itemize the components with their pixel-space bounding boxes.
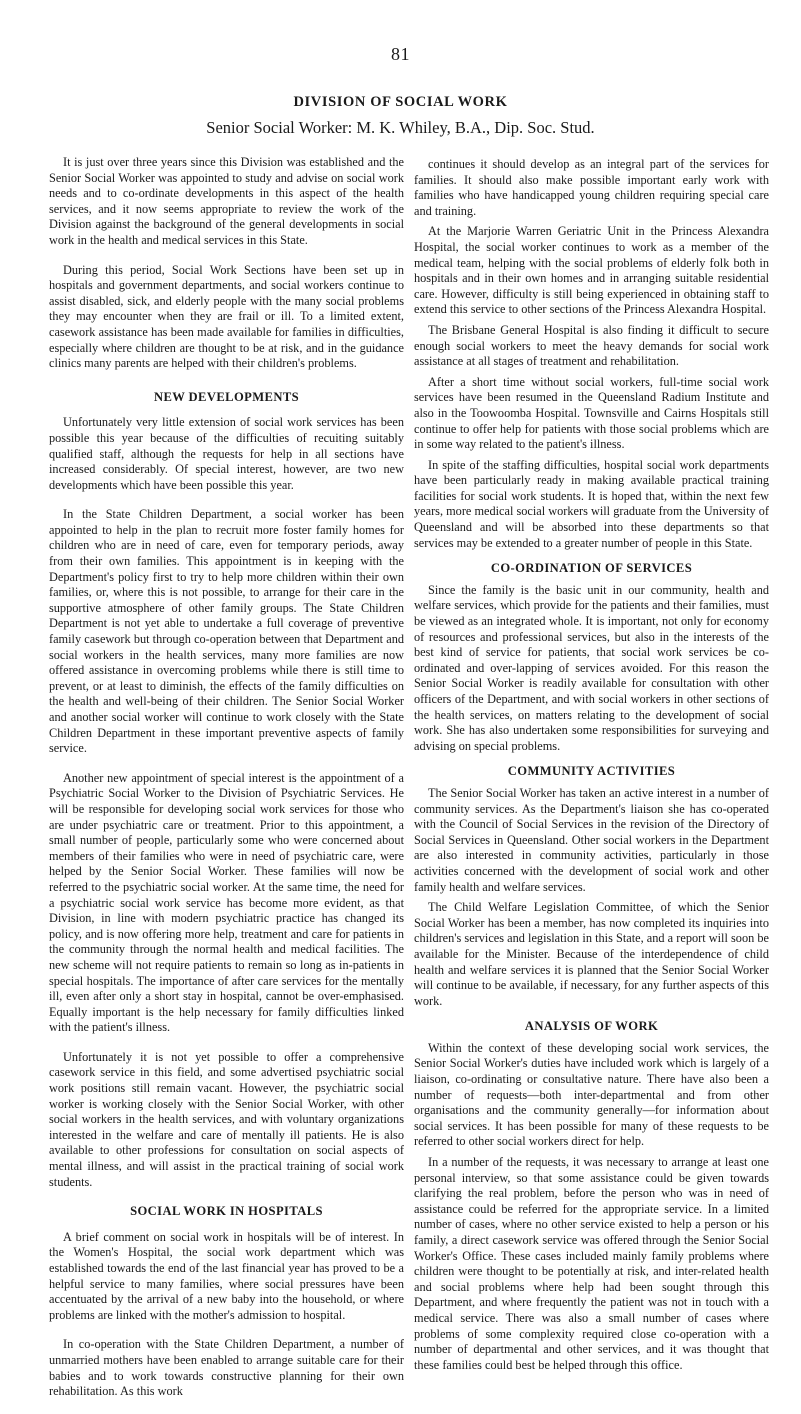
paragraph: The Senior Social Worker has taken an active interest in a number of community services. As the Department's liaison she has co-operated with the Council of Social Services in the revision of the Directory of Social Services in Queensland. Other social workers in the Department are also interested in community activities, particularly in those activities concerned with the development of social work and other family health and welfare services.: [414, 785, 769, 894]
paragraph: Since the family is the basic unit in our community, health and welfare services, which provide for the patients and their families, must be viewed as an integrated whole. It is important, not only for economy of resources and professional services, but also in the interests of the best kind of service for patients, that social work services be co-ordinated and over-lapping of services avoided. For this reason the Senior Social Worker is readily available for consultation with other officers of the Department, and with social workers in other sections of the health services, on matters relating to the development of social work. She has also undertaken some responsibilities for surveying and advising on special problems.: [414, 582, 769, 753]
paragraph: At the Marjorie Warren Geriatric Unit in the Princess Alexandra Hospital, the social worker continues to work as a member of the medical team, helping with the social problems of elderly folk both in hospitals and in their own homes and in arranging suitable residential care. However, difficulty is still being experienced in obtaining staff to extend this service to other sections of the Princess Alexandra Hospital.: [414, 224, 769, 317]
paragraph: Another new appointment of special interest is the appointment of a Psychiatric Social Worker to the Division of Psychiatric Services. He will be responsible for developing social work services for those who are under psychiatric care or treatment. Prior to this appointment, a small number of people, particularly some who were concerned about members of their families who were in need of psychiatric care, were helped by the Senior Social Worker. These families will now be referred to the psychiatric social worker. At the same time, the need for a psychiatric social work service has become more evident, as that Division, in line with modern psychiatric practice has changed its policy, and is now offering more help, treatment and care for patients in the community through the normal health and medical facilities. The new scheme will not require patients to remain so long as in-patients in special hospitals. The importance of after care services for the mentally ill, even after only a short stay in hospital, cannot be over-emphasised. Equally important is the help necessary for family difficulties linked with the patient's illness.: [49, 770, 404, 1035]
paragraph: It is just over three years since this Division was established and the Senior Social Worker was appointed to study and advise on social work needs and to co-ordinate developments in this aspect of the health services, and it now seems appropriate to review the work of the Division against the background of the general developments in social work in the health and medical services in this State.: [49, 155, 404, 247]
paragraph: Unfortunately it is not yet possible to offer a comprehensive casework service in this field, and some advertised psychiatric social work positions still remain vacant. However, the psychiatric social worker is working closely with the Senior Social Worker, with other social workers in the health services, and with voluntary organizations interested in the welfare and care of mentally ill patients. He is also available to other professions for consultation on social aspects of mental illness, and will assist in the practical training of social work students.: [49, 1049, 404, 1189]
paragraph: In co-operation with the State Children Department, a number of unmarried mothers have been enabled to arrange suitable care for their babies and to work towards constructive planning for their own rehabilitation. As this work: [49, 1337, 404, 1399]
page-number: 81: [391, 44, 410, 64]
paragraph: In the State Children Department, a social worker has been appointed to help in the plan to recruit more foster family homes for children who are in need of care, even for temporary periods, away from their own families. This appointment is in keeping with the Department's policy first to try to help more children within their own families, or, where this is not possible, to arrange for their care in the supportive atmosphere of other family groups. The State Children Department is not yet able to undertake a full coverage of preventive family casework but through co-operation between that Department and social workers in the health services, many more families are now offered assistance in overcoming problems while there is still time to prevent, or at least to diminish, the effects of the family difficulties on the health and well-being of their children. The Senior Social Worker and another social worker will continue to work closely with the State Children Department in these important preventive aspects of family service.: [49, 507, 404, 756]
paragraph: After a short time without social workers, full-time social work services have been resumed in the Queensland Radium Institute and also in the Toowoomba Hospital. Townsville and Cairns Hospitals still continue to offer help for patients with those social problems which are in some way related to the patient's illness.: [414, 374, 769, 452]
paragraph: During this period, Social Work Sections have been set up in hospitals and government departments, and social workers continue to assist disabled, sick, and elderly people with the many social problems they may encounter when they are frail or ill. To a limited extent, casework assistance has been made available for families in difficulties, especially where children are thought to be at risk, and in the guidance clinics many parents are helped with their children's problems.: [49, 262, 404, 371]
paragraph: The Brisbane General Hospital is also finding it difficult to secure enough social workers to meet the heavy demands for social work assistance at all stages of treatment and rehabilitation.: [414, 322, 769, 369]
section-heading-analysis-of-work: ANALYSIS OF WORK: [524, 1019, 659, 1034]
senior-social-worker-line: Senior Social Worker: M. K. Whiley, B.A., Dip. Soc. Stud.: [206, 118, 595, 137]
paragraph: Unfortunately very little extension of social work services has been possible this year because of the difficulties of recuiting suitably qualified staff, although the requests for help in all sections have increased considerably. Of special interest, however, are two new developments which have been possible this year.: [49, 415, 404, 492]
right-column: [414, 157, 769, 1378]
section-heading-community-activities: COMMUNITY ACTIVITIES: [507, 764, 676, 779]
section-heading-new-developments: NEW DEVELOPMENTS: [153, 389, 300, 404]
paragraph: A brief comment on social work in hospitals will be of interest. In the Women's Hospital, the social work department which was established towards the end of the last financial year has proved to be a helpful service to many families, where social pressures have been accentuated by the arrival of a new baby into the household, or where problems are linked with the mother's admission to hospital.: [49, 1229, 404, 1322]
paragraph: continues it should develop as an integral part of the services for families. It should also make possible important early work with families who have handicapped young children requiring special care and training.: [414, 157, 769, 218]
section-heading-coordination-of-services: CO-ORDINATION OF SERVICES: [490, 561, 693, 576]
paragraph: In spite of the staffing difficulties, hospital social work departments have been particularly ready in making available practical training facilities for social work students. It is hoped that, within the next few years, more medical social workers will graduate from the University of Queensland and will be absorbed into these departments so that services may be extended to a greater number of people in this State.: [414, 457, 769, 550]
paragraph: The Child Welfare Legislation Committee, of which the Senior Social Worker has been a member, has now completed its inquiries into children's services and legislation in this State, and a report will soon be available for the Minister. Because of the interdependence of child health and welfare services it is planned that the Senior Social Worker will continue to be available, if necessary, for any further aspects of this work.: [414, 900, 769, 1008]
left-column: [49, 155, 404, 1414]
division-title: DIVISION OF SOCIAL WORK: [293, 94, 508, 110]
paragraph: Within the context of these developing social work services, the Senior Social Worker's duties have included work which is largely of a liaison, co-ordinating or consultative nature. There have also been a number of requests—both inter-departmental and from other organisations and the community generally—for information about social services. It has been possible for many of these requests to be referred to other social workers direct for help.: [414, 1040, 769, 1149]
section-heading-social-work-in-hospitals: SOCIAL WORK IN HOSPITALS: [130, 1204, 323, 1219]
paragraph: In a number of the requests, it was necessary to arrange at least one personal interview, so that some assistance could be given towards clarifying the real problem, before the person who was in need of assistance could be referred for the appropriate service. In a limited number of cases, where no other service existed to help a person or his family, a direct casework service was offered through the Senior Social Worker's Office. These cases included mainly family problems where children were thought to be potentially at risk, and inter-related health and social problems where help had been sought through this Department, and where frequently the patient was not in touch with a medical service. There was also a small number of cases where problems of some complexity required close co-operation with a number of departmental and other services, and it was thought that these families could best be helped through this office.: [414, 1155, 769, 1372]
